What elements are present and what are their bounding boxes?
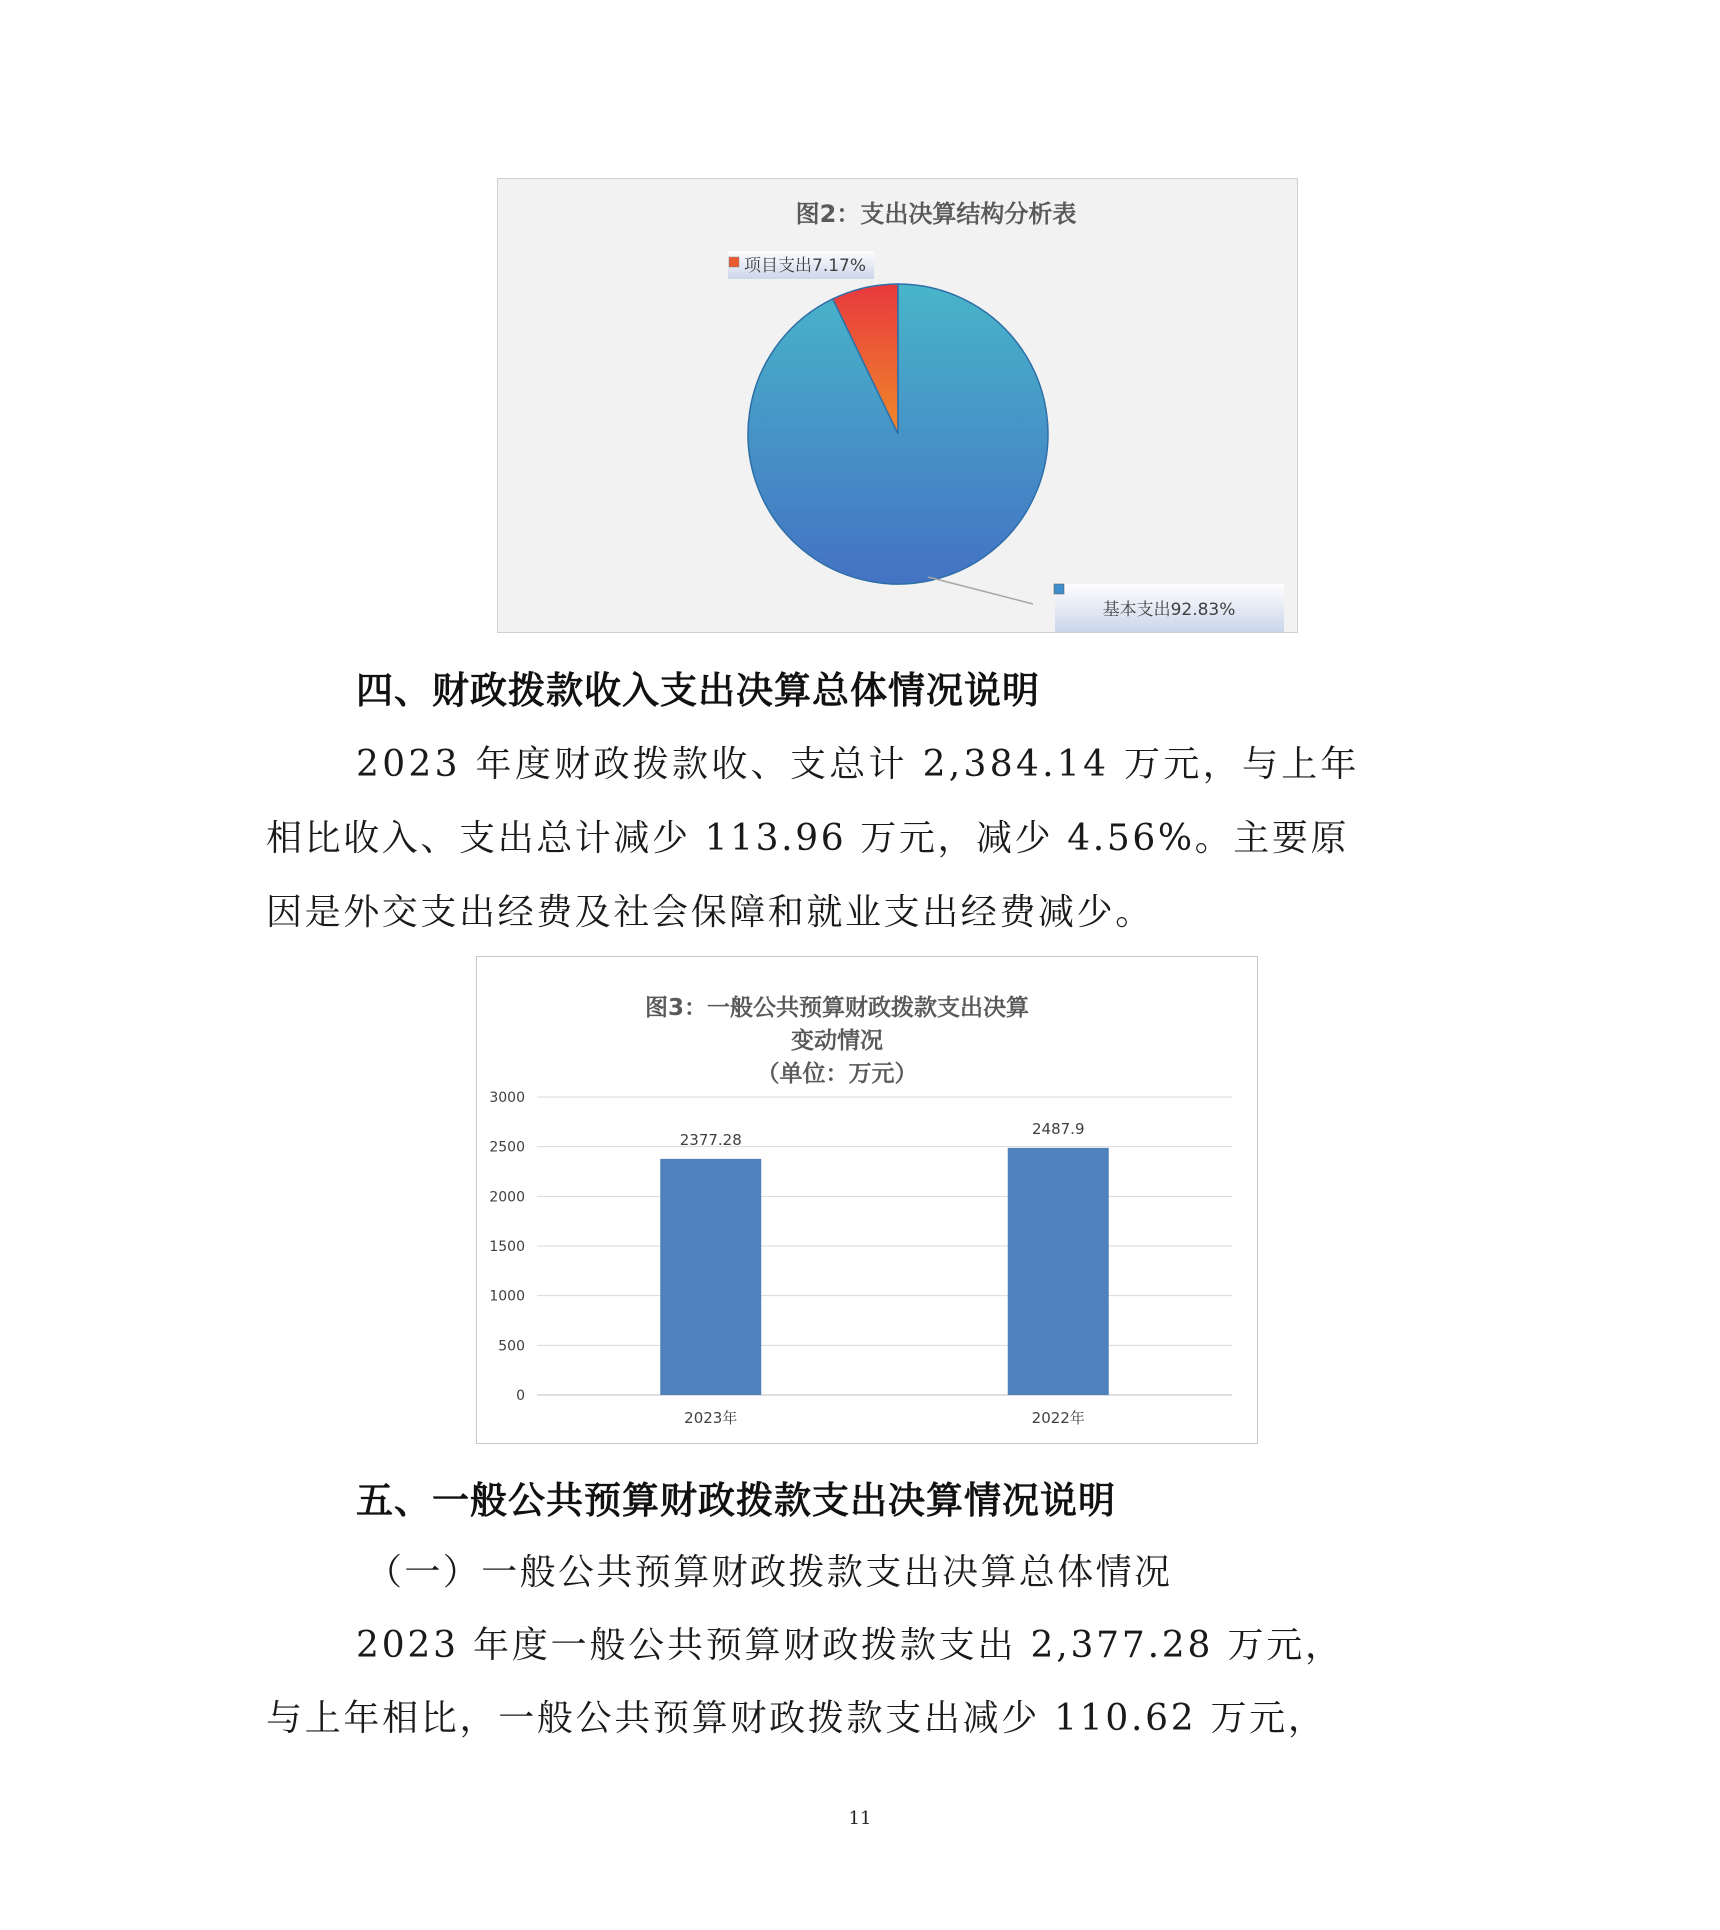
bar-2022年 [1008, 1148, 1109, 1395]
section-4-line-2: 相比收入、支出总计减少 113.96 万元，减少 4.56%。主要原 [266, 818, 1350, 859]
y-tick-label: 1500 [489, 1239, 525, 1255]
section-4-line-1: 2023 年度财政拨款收、支总计 2,384.14 万元，与上年 [356, 744, 1360, 785]
figure-3-title-line-3: （单位：万元） [756, 1061, 918, 1087]
x-category-label: 2023年 [684, 1409, 738, 1427]
section-4-line-3: 因是外交支出经费及社会保障和就业支出经费减少。 [266, 892, 1154, 933]
pie-label-basic-expense [1054, 584, 1284, 632]
pie-label-project-expense [728, 251, 874, 279]
pie-chart-svg [498, 179, 1299, 634]
y-tick-label: 0 [516, 1388, 525, 1404]
pie-label-project-expense-text: 项目支出7.17% [744, 256, 867, 276]
page-number: 11 [848, 1808, 872, 1829]
figure-2-title: 图2：支出决算结构分析表 [795, 200, 1077, 228]
section-5-line-1: 2023 年度一般公共预算财政拨款支出 2,377.28 万元， [356, 1625, 1344, 1666]
y-tick-label: 2500 [489, 1139, 525, 1156]
figure-2-pie-chart [497, 178, 1298, 633]
bar-chart-svg [477, 957, 1259, 1445]
y-tick-label: 1000 [489, 1288, 525, 1305]
bar-2023年 [660, 1159, 761, 1395]
bar-data-label: 2377.28 [679, 1130, 742, 1149]
figure-3-title-line-1: 图3：一般公共预算财政拨款支出决算 [644, 995, 1030, 1021]
figure-3-title-line-2: 变动情况 [791, 1028, 883, 1054]
section-4-heading: 四、财政拨款收入支出决算总体情况说明 [356, 669, 1040, 712]
pie-slice-basic-expense [748, 284, 1048, 584]
y-tick-label: 500 [498, 1338, 525, 1355]
y-tick-label: 2000 [489, 1189, 525, 1206]
leader-line [928, 577, 1033, 604]
figure-3-bar-chart [476, 956, 1258, 1444]
section-5-subheading: （一）一般公共预算财政拨款支出决算总体情况 [366, 1552, 1173, 1593]
bar-data-label: 2487.9 [1032, 1119, 1085, 1138]
pie-label-basic-expense-text: 基本支出92.83% [1102, 600, 1236, 620]
x-category-label: 2022年 [1031, 1409, 1085, 1427]
section-5-heading: 五、一般公共预算财政拨款支出决算情况说明 [356, 1479, 1116, 1522]
y-tick-label: 3000 [489, 1090, 525, 1106]
section-5-line-2: 与上年相比，一般公共预算财政拨款支出减少 110.62 万元， [266, 1698, 1327, 1739]
